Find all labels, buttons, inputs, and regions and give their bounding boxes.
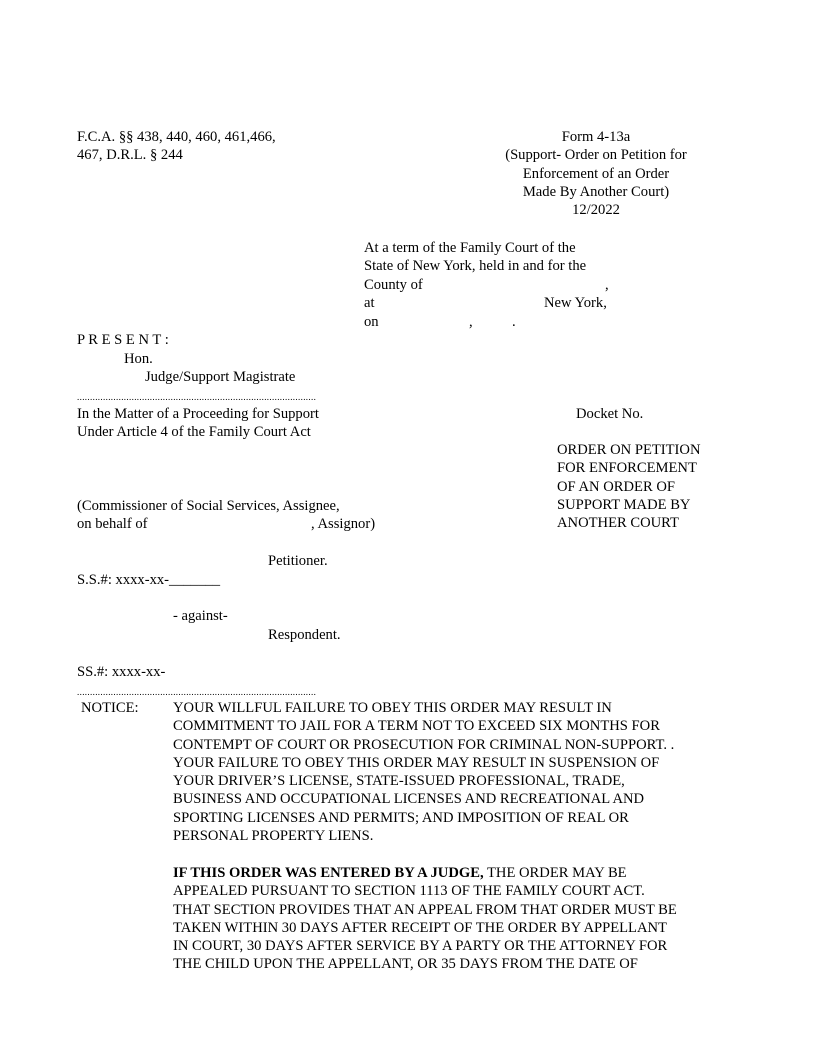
notice-line: PERSONAL PROPERTY LIENS. [173,828,374,845]
county-label: County of [364,277,423,293]
commissioner-line: (Commissioner of Social Services, Assignee, [77,498,340,514]
judge-title: Judge/Support Magistrate [145,369,296,385]
form-date: 12/2022 [572,202,620,219]
notice-line: COMMITMENT TO JAIL FOR A TERM NOT TO EXCEED SIX MONTHS FOR [173,718,660,735]
matter-line-2: Under Article 4 of the Family Court Act [77,424,311,440]
assignor-label: , Assignor) [311,516,376,532]
form-title-line: Enforcement of an Order [522,165,670,182]
order-title-line: ANOTHER COURT [557,515,679,532]
docket-label: Docket No. [576,406,644,422]
present-label: P R E S E N T : [77,332,169,348]
statute-citation [77,128,276,165]
notice-line: YOUR FAILURE TO OBEY THIS ORDER MAY RESULT IN SUSPENSION OF [173,754,660,771]
statute-line: F.C.A. §§ 438, 440, 460, 461,466, [77,129,276,145]
notice-line: THAT SECTION PROVIDES THAT AN APPEAL FROM THAT ORDER MUST BE [173,901,677,918]
form-number: Form 4-13a [561,129,631,145]
against-label: - against- [173,608,228,624]
date-comma: , [469,314,473,330]
county-comma: , [605,277,609,293]
notice-line: APPEALED PURSUANT TO SECTION 1113 OF THE FAMILY COURT ACT. [173,883,645,900]
order-title [557,441,701,532]
notice-line: THE CHILD UPON THE APPELLANT, OR 35 DAYS FROM THE DATE OF [173,956,638,973]
appeal-heading: IF THIS ORDER WAS ENTERED BY A JUDGE, [173,865,484,881]
notice-line: IN COURT, 30 DAYS AFTER SERVICE BY A PARTY OR THE ATTORNEY FOR [173,938,668,955]
statute-line: 467, D.R.L. § 244 [77,147,183,164]
form-identifier [476,128,716,219]
notice-line: CONTEMPT OF COURT OR PROSECUTION FOR CRIMINAL NON-SUPPORT. . [173,736,675,753]
notice-label: NOTICE: [81,700,139,716]
notice-line [173,864,773,882]
separator-dots: ............................................................................................ [77,393,317,402]
notice-line: BUSINESS AND OCCUPATIONAL LICENSES AND RECREATIONAL AND [173,791,645,808]
on-label: on [364,314,379,330]
petitioner-ssn: S.S.#: xxxx-xx-_______ [77,572,221,588]
appeal-heading-rest: THE ORDER MAY BE [483,865,627,881]
form-title-line: Made By Another Court) [522,183,670,200]
separator-dots: ............................................................................................ [77,688,317,697]
term-line-1: At a term of the Family Court of the [364,240,576,256]
notice-line: YOUR WILLFUL FAILURE TO OBEY THIS ORDER MAY RESULT IN [173,700,612,716]
notice-line: SPORTING LICENSES AND PERMITS; AND IMPOSITION OF REAL OR [173,809,629,826]
notice-paragraph-2 [173,864,773,974]
order-title-line: SUPPORT MADE BY [557,496,691,513]
notice-line: TAKEN WITHIN 30 DAYS AFTER RECEIPT OF THE ORDER BY APPELLANT [173,919,667,936]
notice-line: YOUR DRIVER’S LICENSE, STATE-ISSUED PROFESSIONAL, TRADE, [173,773,625,790]
respondent-label: Respondent. [268,627,341,643]
at-label: at [364,295,375,311]
term-line-2: State of New York, held in and for the [364,258,587,274]
order-title-line: FOR ENFORCEMENT [557,460,697,477]
behalf-label: on behalf of [77,516,148,532]
petitioner-label: Petitioner. [268,553,328,569]
form-title-line: (Support- Order on Petition for [505,147,687,164]
respondent-ssn: SS.#: xxxx-xx- [77,664,166,680]
new-york-label: New York, [544,295,607,311]
order-title-line: OF AN ORDER OF [557,478,675,495]
date-period: . [512,314,516,330]
notice-paragraph-1 [173,699,773,845]
matter-line-1: In the Matter of a Proceeding for Support [77,406,319,422]
order-title-line: ORDER ON PETITION [557,442,701,458]
hon-label: Hon. [124,351,153,367]
